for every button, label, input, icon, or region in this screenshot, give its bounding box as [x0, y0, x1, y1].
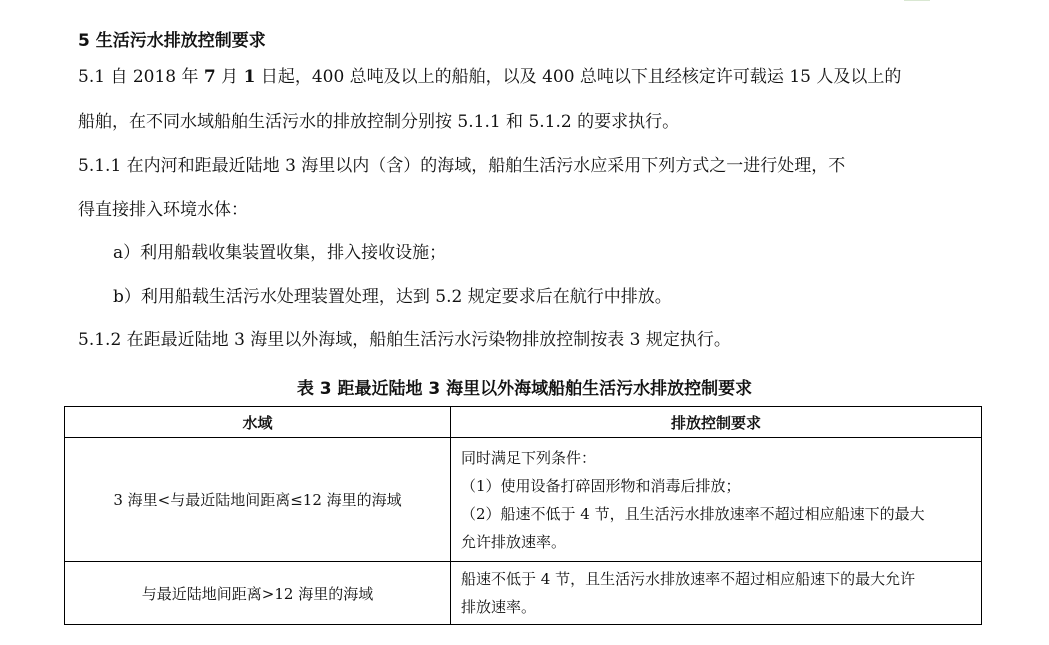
- para-5-1-mid: 月: [215, 67, 244, 87]
- table-header-row: [65, 407, 982, 438]
- para-5-1-day: 1: [243, 67, 256, 87]
- row-1-req-line-4: 允许排放速率。: [461, 532, 567, 551]
- row-1-req-line-1: 同时满足下列条件：: [461, 448, 597, 467]
- row-2-req-line-1: 船速不低于 4 节，且生活污水排放速率不超过相应船速下的最大允许: [461, 570, 916, 588]
- table-row: [65, 438, 982, 562]
- para-5-1-1-line-1: 5.1.1 在内河和距最近陆地 3 海里以内（含）的海域，船舶生活污水应采用下列方式之一进行处理，不: [78, 156, 846, 176]
- para-5-1-month: 7: [203, 67, 216, 87]
- discharge-requirements-table: [64, 406, 982, 625]
- para-5-1-prefix: 5.1 自 2018 年: [78, 67, 204, 87]
- header-water-area: 水域: [65, 407, 451, 438]
- para-5-1-1-line-2: 得直接排入环境水体：: [78, 200, 248, 220]
- list-item-b: b）利用船载生活污水处理装置处理，达到 5.2 规定要求后在航行中排放。: [113, 287, 672, 307]
- para-5-1-2: 5.1.2 在距最近陆地 3 海里以外海域，船舶生活污水污染物排放控制按表 3 规定执行。: [78, 330, 731, 350]
- para-5-1-line-2: 船舶，在不同水域船舶生活污水的排放控制分别按 5.1.1 和 5.1.2 的要求执行。: [78, 112, 680, 132]
- row-1-req-line-2: （1）使用设备打碎固形物和消毒后排放；: [461, 476, 741, 495]
- row-1-requirements: [451, 438, 982, 562]
- top-edge-mark: [904, 0, 930, 1]
- row-2-requirements: [451, 562, 982, 625]
- section-heading: 5 生活污水排放控制要求: [78, 31, 266, 51]
- row-1-req-line-3: （2）船速不低于 4 节，且生活污水排放速率不超过相应船速下的最大: [461, 504, 925, 523]
- para-5-1-rest: 日起，400 总吨及以上的船舶，以及 400 总吨以下且经核定许可载运 15 人及以上的: [255, 67, 902, 87]
- table-row: [65, 562, 982, 625]
- row-2-water-area: 与最近陆地间距离>12 海里的海域: [65, 562, 451, 625]
- header-discharge-requirements: 排放控制要求: [451, 407, 982, 438]
- table-caption: 表 3 距最近陆地 3 海里以外海域船舶生活污水排放控制要求: [296, 379, 753, 399]
- row-1-water-area: 3 海里<与最近陆地间距离≤12 海里的海域: [65, 438, 451, 562]
- list-item-a: a）利用船载收集装置收集，排入接收设施；: [113, 243, 447, 263]
- row-2-req-line-2: 排放速率。: [461, 598, 537, 616]
- para-5-1-line-1: [78, 66, 901, 88]
